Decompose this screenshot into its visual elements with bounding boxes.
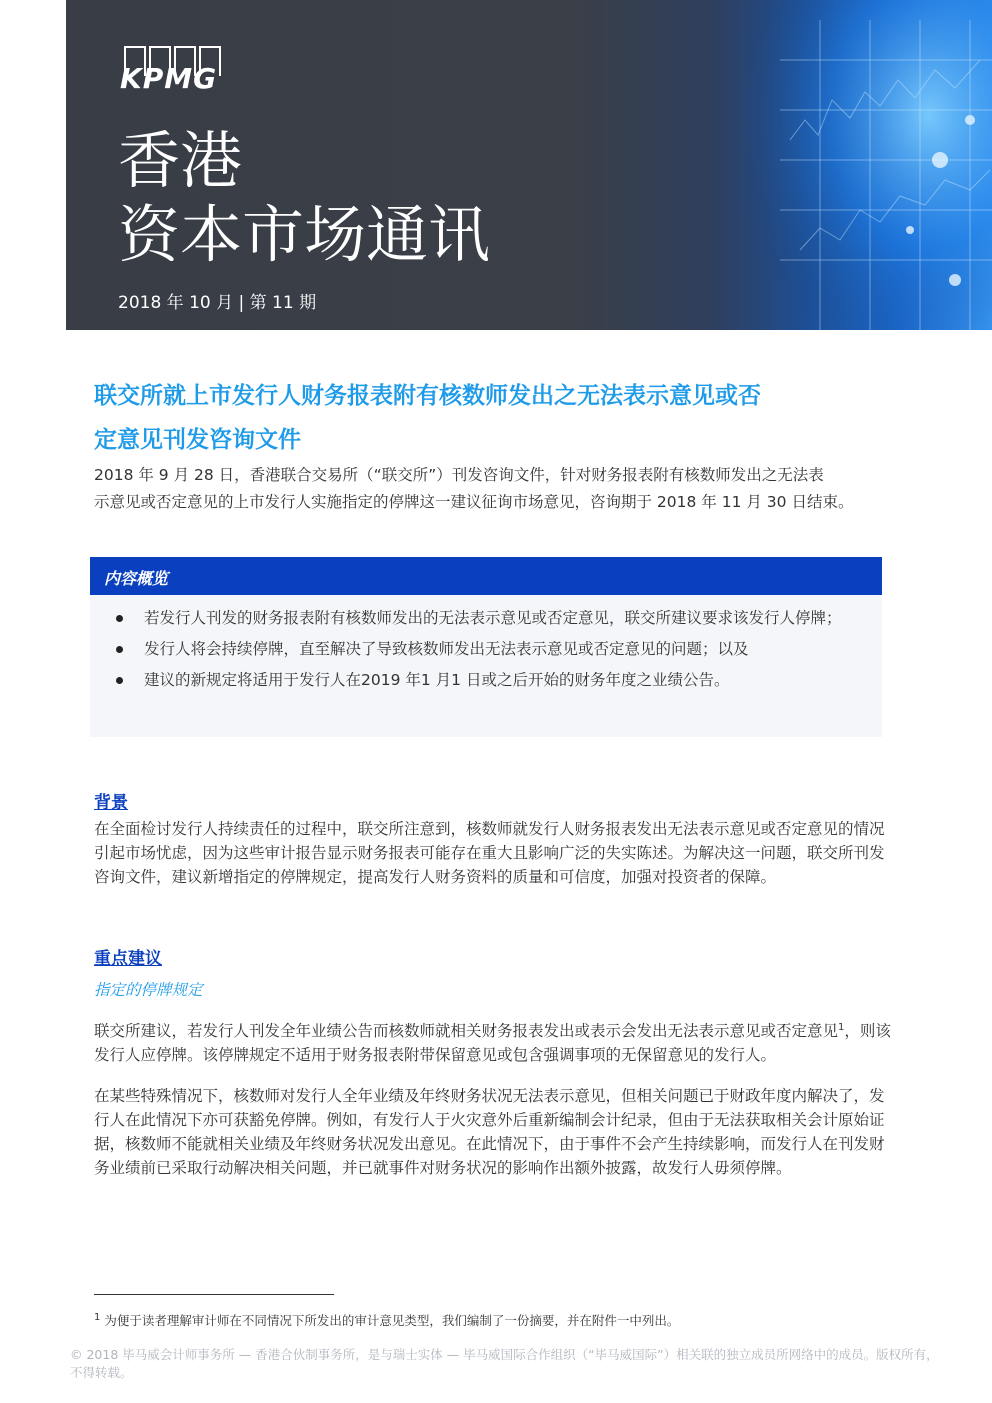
header-banner (0, 0, 992, 330)
footnote (94, 1311, 679, 1329)
bullet-icon (116, 677, 123, 684)
headline-line-2: 定意见刊发咨询文件 (94, 427, 301, 453)
copyright-notice: © 2018 毕马威会计师事务所 — 香港合伙制事务所，是与瑞士实体 — 毕马威国际合作组织（“毕马威国际”）相关联的独立成员所网络中的成员。版权所有，不得转载。 (70, 1347, 939, 1380)
summary-header-bar (90, 557, 882, 595)
article-headline (94, 374, 894, 462)
intro-line-2: 示意见或否定意见的上市发行人实施指定的停牌这一建议征询市场意见，咨询期于 2018 年 11 月 30 日结束。 (94, 493, 854, 511)
footnote-divider (94, 1294, 334, 1295)
summary-box (90, 557, 882, 737)
list-item: 建议的新规定将适用于发行人在2019 年1 月1 日或之后开始的财务年度之业绩公告。 (110, 665, 870, 696)
kpmg-logo (120, 46, 230, 95)
bullet-icon (116, 646, 123, 653)
background-heading: 背景 (94, 793, 128, 813)
issue-date: 2018 年 10 月 | 第 11 期 (118, 293, 317, 313)
headline-line-1: 联交所就上市发行人财务报表附有核数师发出之无法表示意见或否 (94, 383, 761, 409)
data-visual-image (740, 0, 992, 330)
proposals-paragraph-1: 联交所建议，若发行人刊发全年业绩公告而核数师就相关财务报表发出或表示会发出无法表示意见或否定意见$^1$，则该发行人应停牌。该停牌规定不适用于财务报表附带保留意见或包含强调事项的无保留意见的发行人。 (94, 1022, 891, 1065)
title-line-2: 资本市场通讯 (118, 198, 491, 271)
intro-line-1: 2018 年 9 月 28 日，香港联合交易所（“联交所”）刊发咨询文件，针对财务报表附有核数师发出之无法表 (94, 466, 824, 484)
banner-margin (0, 0, 66, 330)
list-item: 若发行人刊发的财务报表附有核数师发出的无法表示意见或否定意见，联交所建议要求该发行人停牌； (110, 603, 870, 634)
logo-text: KPMG (120, 62, 218, 95)
proposals-subheading: 指定的停牌规定 (94, 981, 203, 999)
article-intro (94, 462, 894, 516)
footnote-text: 为便于读者理解审计师在不同情况下所发出的审计意见类型，我们编制了一份摘要，并在附件一中列出。 (104, 1313, 680, 1328)
proposals-paragraph-2: 在某些特殊情况下，核数师对发行人全年业绩及年终财务状况无法表示意见，但相关问题已于财政年度内解决了，发行人在此情况下亦可获豁免停牌。例如，有发行人于火灾意外后重新编制会计纪录，但由于无法获取相关会计原始证据，核数师不能就相关业绩及年终财务状况发出意见。在此情况下，由于事件不会产生持续影响，而发行人在刊发财务业绩前已采取行动解决相关问题，并已就事件对财务状况的影响作出额外披露，故发行人毋须停牌。 (94, 1087, 885, 1177)
summary-title: 内容概览 (104, 569, 169, 588)
title-line-1: 香港 (118, 124, 243, 197)
footnote-mark: 1 (94, 1311, 101, 1323)
proposals-heading: 重点建议 (94, 949, 162, 969)
summary-list (110, 603, 870, 696)
bullet-icon (116, 615, 123, 622)
list-item: 发行人将会持续停牌，直至解决了导致核数师发出无法表示意见或否定意见的问题；以及 (110, 634, 870, 665)
background-paragraph: 在全面检讨发行人持续责任的过程中，联交所注意到，核数师就发行人财务报表发出无法表示意见或否定意见的情况引起市场忧虑，因为这些审计报告显示财务报表可能存在重大且影响广泛的失实陈述。为解决这一问题，联交所刊发咨询文件，建议新增指定的停牌规定，提高发行人财务资料的质量和可信度，加强对投资者的保障。 (94, 820, 885, 886)
footnote-ref[interactable]: 1 (838, 1022, 845, 1033)
